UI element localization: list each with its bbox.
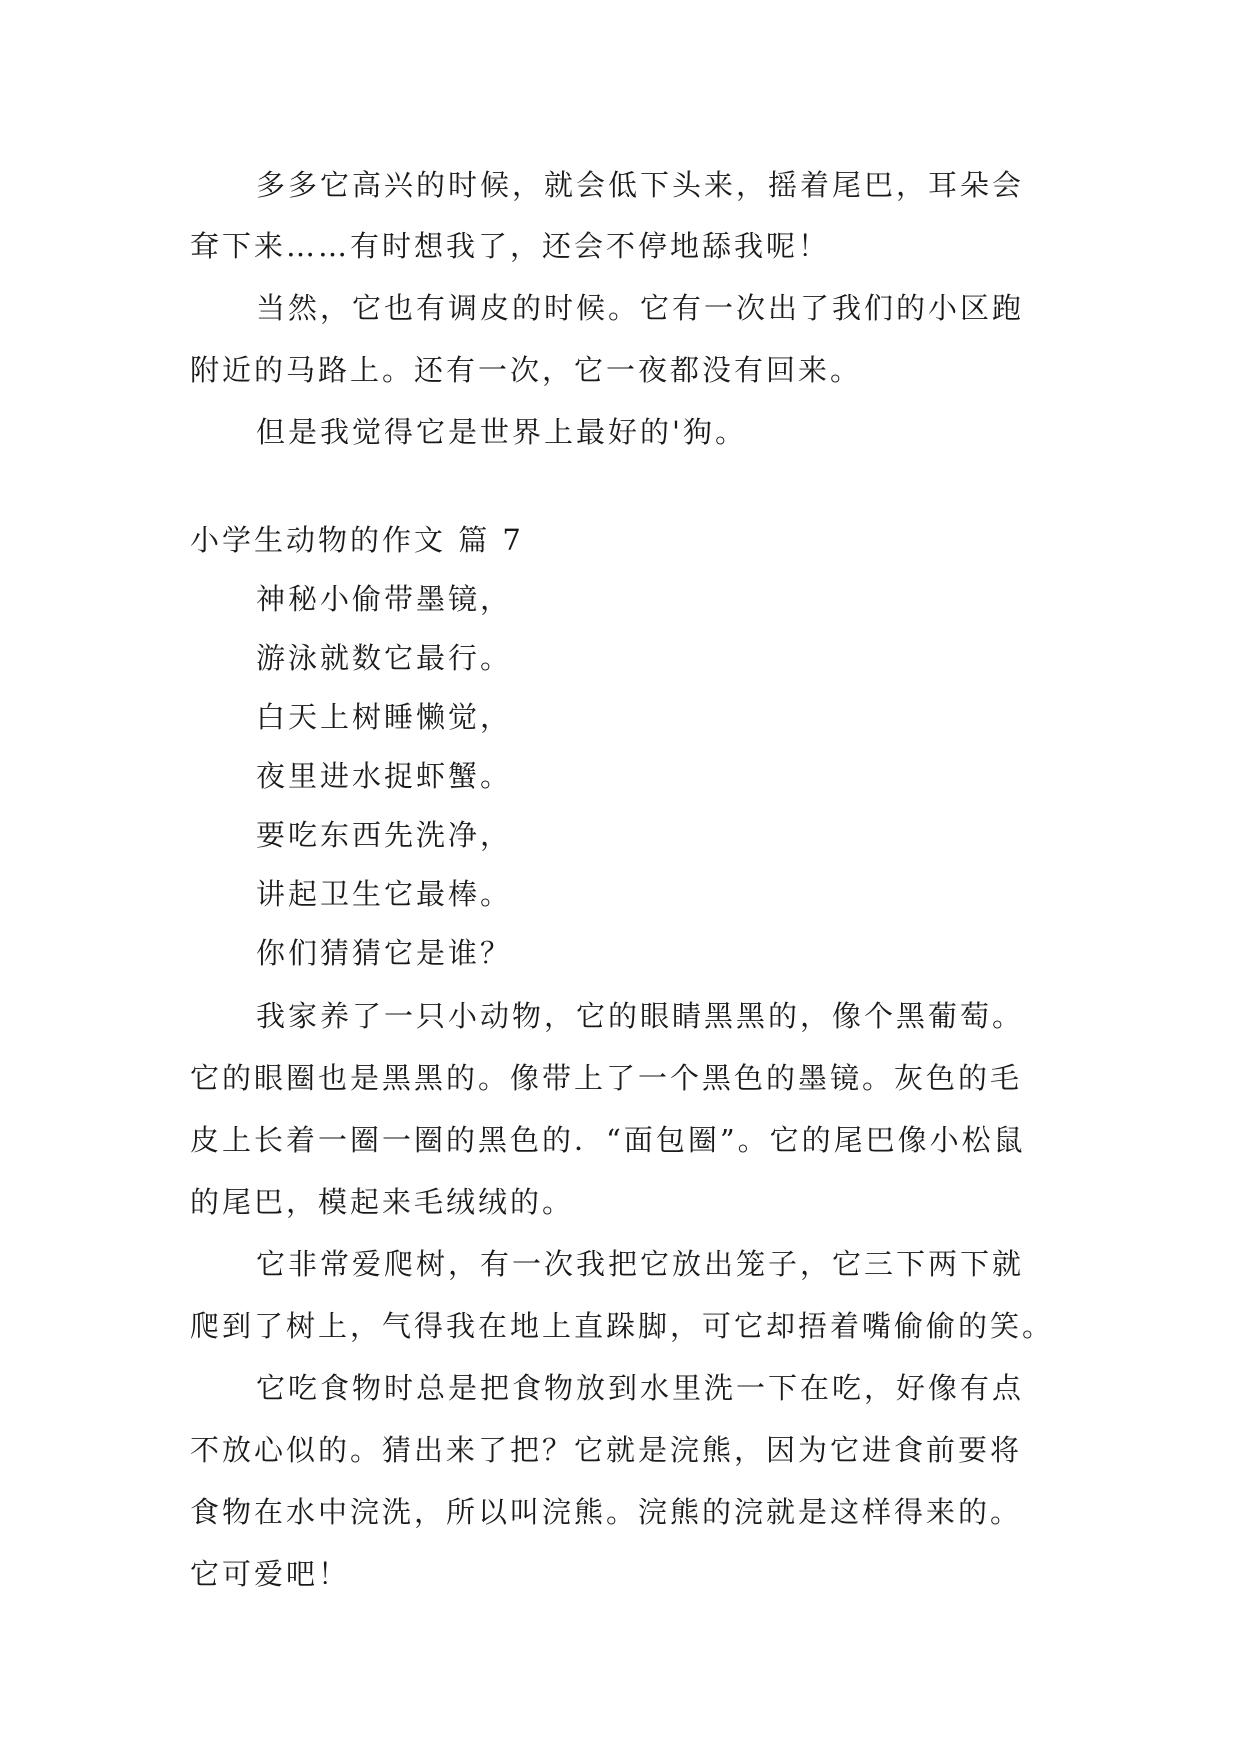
- poem-line: 你们猜猜它是谁？: [256, 936, 513, 970]
- paragraph-line: 它吃食物时总是把食物放到水里洗一下在吃，好像有点: [256, 1371, 1025, 1405]
- poem-line: 夜里进水捉虾蟹。: [256, 759, 513, 793]
- paragraph-line: 它非常爱爬树，有一次我把它放出笼子，它三下两下就: [256, 1247, 1025, 1281]
- paragraph-line: 不放心似的。猜出来了把？它就是浣熊，因为它进食前要将: [190, 1433, 1023, 1467]
- poem-line: 神秘小偷带墨镜，: [256, 582, 513, 616]
- paragraph-line: 我家养了一只小动物，它的眼睛黑黑的，像个黑葡萄。: [256, 999, 1025, 1033]
- poem-line: 游泳就数它最行。: [256, 641, 513, 675]
- paragraph-line: 多多它高兴的时候，就会低下头来，摇着尾巴，耳朵会: [256, 168, 1025, 202]
- paragraph-line: 食物在水中浣洗，所以叫浣熊。浣熊的浣就是这样得来的。: [190, 1495, 1023, 1529]
- paragraph-line: 的尾巴，模起来毛绒绒的。: [190, 1185, 575, 1219]
- poem-line: 讲起卫生它最棒。: [256, 877, 513, 911]
- paragraph-line: 皮上长着一圈一圈的黑色的．“面包圈”。它的尾巴像小松鼠: [190, 1123, 1026, 1157]
- paragraph-line: 爬到了树上，气得我在地上直跺脚，可它却捂着嘴偷偷的笑。: [190, 1309, 1055, 1343]
- paragraph-line: 附近的马路上。还有一次，它一夜都没有回来。: [190, 353, 863, 387]
- paragraph-line: 耷下来……有时想我了，还会不停地舔我呢！: [190, 229, 831, 263]
- paragraph-line: 它的眼圈也是黑黑的。像带上了一个黑色的墨镜。灰色的毛: [190, 1061, 1023, 1095]
- section-heading: 小学生动物的作文 篇 7: [190, 523, 524, 557]
- paragraph-line: 当然，它也有调皮的时候。它有一次出了我们的小区跑: [256, 291, 1025, 325]
- poem-line: 白天上树睡懒觉，: [256, 700, 513, 734]
- paragraph-line: 但是我觉得它是世界上最好的'狗。: [256, 415, 747, 449]
- paragraph-line: 它可爱吧！: [190, 1557, 351, 1591]
- poem-line: 要吃东西先洗净，: [256, 818, 513, 852]
